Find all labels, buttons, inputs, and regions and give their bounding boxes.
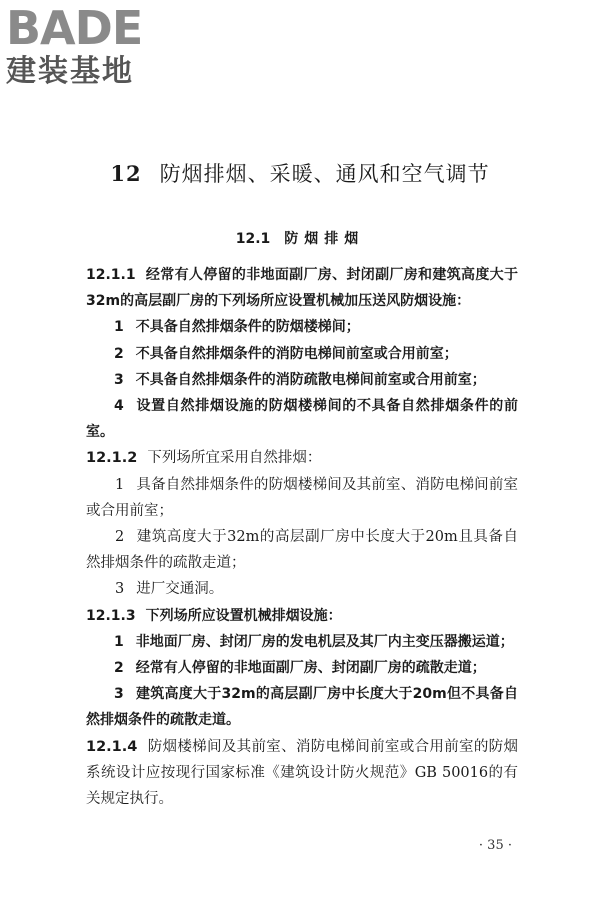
- list-item: [86, 314, 518, 340]
- clause-number: 12.1.1: [86, 267, 136, 283]
- list-item: [86, 681, 518, 733]
- item-text: 不具备自然排烟条件的消防疏散电梯间前室或合用前室；: [135, 371, 486, 388]
- logo-brand-text: BADE: [6, 1, 143, 55]
- chapter-title: [0, 158, 600, 188]
- list-item: [86, 341, 518, 367]
- item-number: 2: [114, 660, 124, 677]
- list-item: [86, 629, 518, 655]
- item-number: 4: [114, 398, 124, 415]
- item-number: 3: [114, 371, 124, 388]
- item-text: 建筑高度大于32m的高层副厂房中长度大于20m但不具备自然排烟条件的疏散走道。: [86, 686, 518, 729]
- section-title: [0, 228, 600, 248]
- clause-text: 经常有人停留的非地面副厂房、封闭副厂房和建筑高度大于32m的高层副厂房的下列场所应设置机械加压送风防烟设施：: [86, 267, 518, 310]
- section-title-text: 防烟排烟: [284, 231, 365, 247]
- list-item: [86, 367, 518, 393]
- item-number: 1: [115, 476, 125, 493]
- item-text: 进厂交通洞。: [136, 581, 224, 598]
- clause-number: 12.1.3: [86, 607, 136, 624]
- list-item: [86, 524, 518, 576]
- item-text: 经常有人停留的非地面副厂房、封闭副厂房的疏散走道；: [135, 660, 486, 677]
- item-text: 具备自然排烟条件的防烟楼梯间及其前室、消防电梯间前室或合用前室；: [86, 476, 518, 519]
- clause-text: 下列场所应设置机械排烟设施：: [145, 607, 342, 624]
- list-item: [86, 472, 518, 524]
- publisher-logo: [6, 1, 176, 90]
- clause-number: 12.1.4: [86, 738, 138, 755]
- clause-number: 12.1.2: [86, 450, 138, 467]
- item-text: 非地面厂房、封闭厂房的发电机层及其厂内主变压器搬运道；: [135, 633, 514, 650]
- list-item: [86, 576, 518, 602]
- clause-12-1-4: [86, 734, 518, 813]
- item-number: 1: [114, 633, 124, 650]
- item-number: 3: [114, 686, 124, 703]
- list-item: [86, 655, 518, 681]
- item-number: 3: [115, 581, 125, 598]
- item-text: 不具备自然排烟条件的消防电梯间前室或合用前室；: [135, 345, 458, 362]
- document-body: [86, 262, 518, 812]
- item-text: 设置自然排烟设施的防烟楼梯间的不具备自然排烟条件的前室。: [86, 398, 518, 441]
- chapter-number: 12: [110, 161, 142, 186]
- section-number: 12.1: [235, 231, 271, 247]
- logo-subtitle: 建装基地: [6, 54, 134, 89]
- clause-12-1-3: [86, 603, 518, 629]
- clause-text: 防烟楼梯间及其前室、消防电梯间前室或合用前室的防烟系统设计应按现行国家标准《建筑设计防火规范》GB 50016的有关规定执行。: [86, 738, 518, 808]
- clause-12-1-2: [86, 445, 518, 471]
- item-number: 2: [114, 345, 124, 362]
- clause-text: 下列场所宜采用自然排烟：: [147, 450, 322, 467]
- list-item: [86, 393, 518, 445]
- clause-12-1-1: [86, 262, 518, 314]
- item-text: 建筑高度大于32m的高层副厂房中长度大于20m且具备自然排烟条件的疏散走道；: [86, 529, 518, 572]
- item-number: 2: [115, 529, 125, 546]
- item-text: 不具备自然排烟条件的防烟楼梯间；: [135, 319, 360, 336]
- chapter-title-text: 防烟排烟、采暖、通风和空气调节: [159, 162, 490, 186]
- item-number: 1: [114, 319, 124, 336]
- page-number: · 35 ·: [478, 838, 512, 853]
